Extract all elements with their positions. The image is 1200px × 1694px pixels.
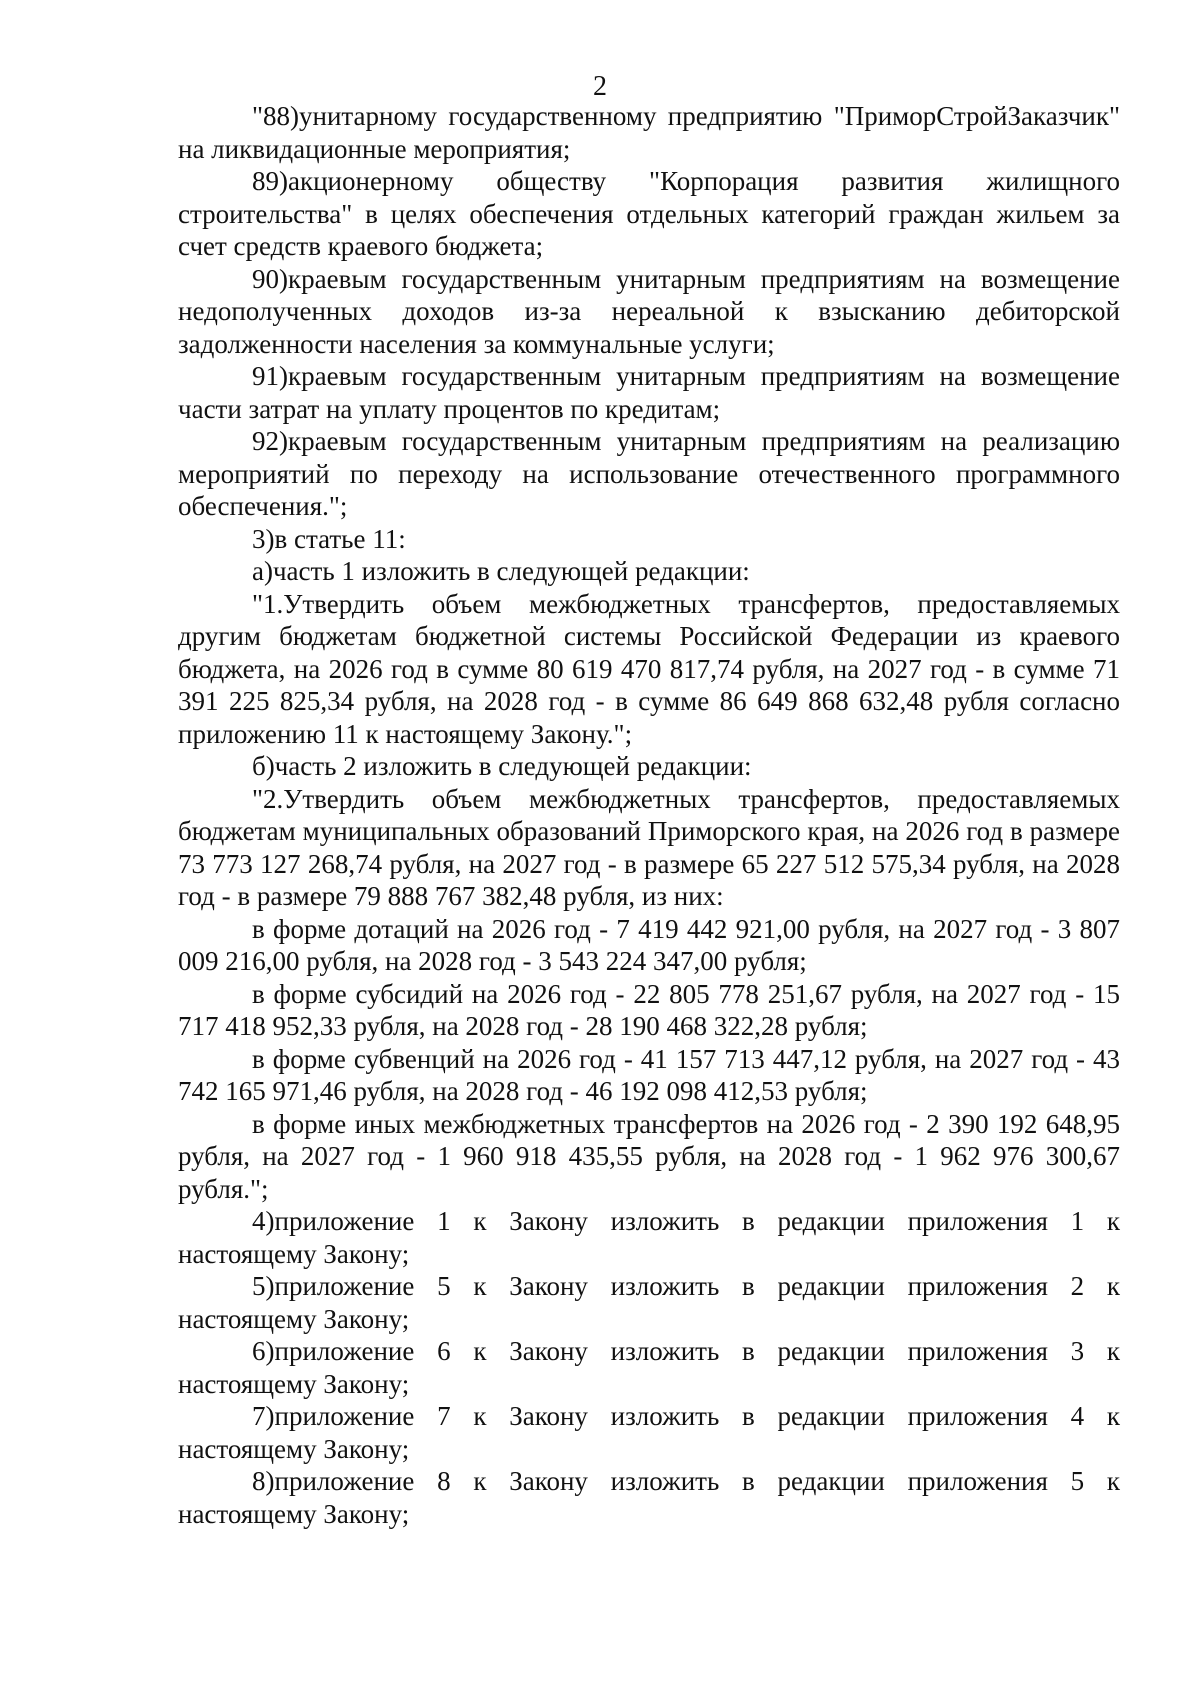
paragraph-article-11: 3)в статье 11: [252, 523, 406, 554]
paragraph-item-6: 6)приложение 6 к Закону изложить в редакции приложения 3 к настоящему Закону; [178, 1336, 1120, 1399]
paragraph-part-2-text: "2.Утвердить объем межбюджетных трансфертов, предоставляемых бюджетам муниципальных образований Приморского края, на 2026 год в размере 73 773 127 268,74 рубля, на 2027 год - в размере 65 227 512 575,34 рубля, на 2028 год - в размере 79 888 767 382,48 рубля, из них: [178, 783, 1120, 911]
page-number: 2 [593, 71, 607, 102]
document-body [178, 100, 1120, 1530]
paragraph-item-8: 8)приложение 8 к Закону изложить в редакции приложения 5 к настоящему Закону; [178, 1466, 1120, 1529]
paragraph-item-4: 4)приложение 1 к Закону изложить в редакции приложения 1 к настоящему Закону; [178, 1206, 1120, 1269]
paragraph-subitem-a: а)часть 1 изложить в следующей редакции: [252, 556, 750, 586]
paragraph-subitem-b: б)часть 2 изложить в следующей редакции: [252, 751, 752, 781]
paragraph-part-1-text: "1.Утвердить объем межбюджетных трансфертов, предоставляемых другим бюджетам бюджетной системы Российской Федерации из краевого бюджета, на 2026 год в сумме 80 619 470 817,74 рубля, на 2027 год - в сумме 71 391 225 825,34 рубля, на 2028 год - в сумме 86 649 868 632,48 рубля согласно приложению 11 к настоящему Закону."; [178, 588, 1120, 749]
paragraph-item-91: 91)краевым государственным унитарным предприятиям на возмещение части затрат на уплату процентов по кредитам; [178, 361, 1120, 424]
paragraph-item-5: 5)приложение 5 к Закону изложить в редакции приложения 2 к настоящему Закону; [178, 1271, 1120, 1334]
paragraph-item-92: 92)краевым государственным унитарным предприятиям на реализацию мероприятий по переходу на использование отечественного программного обеспечения."; [178, 426, 1120, 521]
paragraph-subsidies: в форме субсидий на 2026 год - 22 805 778 251,67 рубля, на 2027 год - 15 717 418 952,33 рубля, на 2028 год - 28 190 468 322,28 рубля; [178, 978, 1120, 1041]
paragraph-item-7: 7)приложение 7 к Закону изложить в редакции приложения 4 к настоящему Закону; [178, 1401, 1120, 1464]
paragraph-subventions: в форме субвенций на 2026 год - 41 157 713 447,12 рубля, на 2027 год - 43 742 165 971,46 рубля, на 2028 год - 46 192 098 412,53 рубля; [178, 1043, 1120, 1106]
paragraph-item-90: 90)краевым государственным унитарным предприятиям на возмещение недополученных доходов из-за нереальной к взысканию дебиторской задолженности населения за коммунальные услуги; [178, 263, 1120, 359]
paragraph-other-transfers: в форме иных межбюджетных трансфертов на 2026 год - 2 390 192 648,95 рубля, на 2027 год - 1 960 918 435,55 рубля, на 2028 год - 1 962 976 300,67 рубля."; [178, 1108, 1120, 1204]
paragraph-item-89: 89)акционерному обществу "Корпорация развития жилищного строительства" в целях обеспечения отдельных категорий граждан жильем за счет средств краевого бюджета; [178, 166, 1120, 261]
paragraph-dotations: в форме дотаций на 2026 год - 7 419 442 921,00 рубля, на 2027 год - 3 807 009 216,00 рубля, на 2028 год - 3 543 224 347,00 рубля; [178, 913, 1120, 976]
paragraph-item-88: "88)унитарному государственному предприятию "ПриморСтройЗаказчик" на ликвидационные мероприятия; [178, 101, 1120, 164]
